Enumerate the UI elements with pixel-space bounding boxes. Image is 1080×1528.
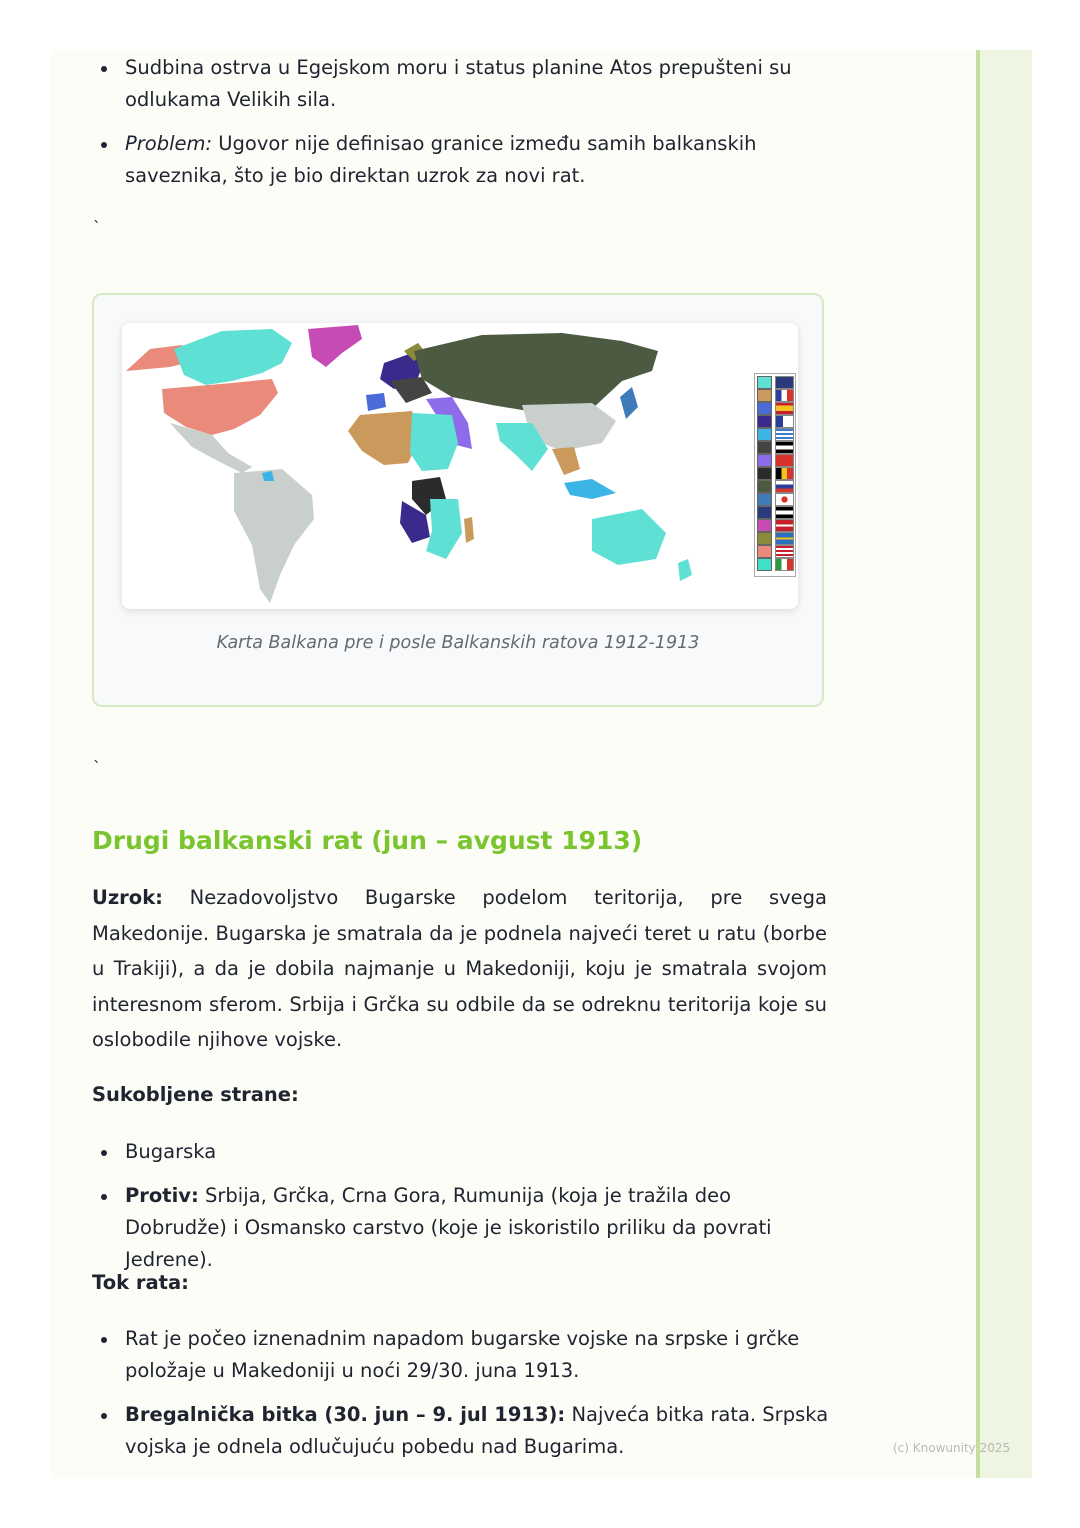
course-list xyxy=(92,1323,832,1475)
map-region-canada xyxy=(174,329,292,385)
legend-france-flag-icon xyxy=(775,389,794,402)
bullet-label: Problem: xyxy=(125,132,213,155)
map-region-british-africa xyxy=(410,413,458,471)
world-map-image xyxy=(122,323,798,609)
bullet-text: Bugarska xyxy=(125,1140,217,1163)
right-sidebar xyxy=(976,50,1032,1478)
map-region-indonesia xyxy=(564,479,616,499)
sides-list xyxy=(92,1136,832,1288)
copyright-watermark: (c) Knowunity 2025 xyxy=(893,1441,1011,1455)
legend-uk-flag-icon xyxy=(775,376,794,389)
list-item xyxy=(92,52,832,116)
legend-spain-flag-icon xyxy=(775,402,794,415)
map-region-japan xyxy=(620,387,638,419)
legend-russia-flag-icon xyxy=(775,480,794,493)
list-item xyxy=(92,1180,832,1276)
stray-backtick: ` xyxy=(93,218,101,237)
legend-germany-flag-icon xyxy=(775,506,794,519)
legend-swatch xyxy=(757,389,772,402)
legend-swatch xyxy=(757,467,772,480)
legend-swatch xyxy=(757,480,772,493)
bullet-text: Ugovor nije definisao granice između samih balkanskih saveznika, što je bio direktan uzrok za novi rat. xyxy=(125,132,757,187)
legend-italy-flag-icon xyxy=(775,558,794,571)
legend-swatch xyxy=(757,532,772,545)
map-legend xyxy=(754,373,796,577)
list-item xyxy=(92,1323,832,1387)
legend-swatch xyxy=(757,376,772,389)
legend-swatch xyxy=(757,519,772,532)
map-region-indochina xyxy=(552,447,580,475)
map-figure xyxy=(92,293,824,707)
bullet-text: Rat je počeo iznenadnim napadom bugarske vojske na srpske i grčke položaje u Makedoniji u noći 29/30. juna 1913. xyxy=(125,1327,800,1382)
cause-paragraph xyxy=(92,880,827,1058)
list-item xyxy=(92,128,832,192)
legend-denmark-flag-icon xyxy=(775,519,794,532)
stray-backtick: ` xyxy=(93,758,101,777)
figure-caption: Karta Balkana pre i posle Balkanskih ratova 1912-1913 xyxy=(216,633,700,653)
legend-swatch xyxy=(757,545,772,558)
list-item xyxy=(92,1136,832,1168)
legend-swatch xyxy=(757,441,772,454)
list-item xyxy=(92,1399,832,1463)
cause-label: Uzrok: xyxy=(92,886,163,909)
cause-text: Nezadovoljstvo Bugarske podelom teritorija, pre svega Makedonije. Bugarska je smatrala da je podnela najveći teret u ratu (borbe u Trakiji), a da je dobila najmanje u Makedoniji, koju je smatrala svojom interesnom sferom. Srbija i Grčka su odbile da se odreknu teritorija koje su oslobodile njihove vojske. xyxy=(92,886,827,1051)
map-region-south-america xyxy=(234,469,314,603)
map-region-new-zealand xyxy=(678,559,692,581)
bullet-label: Bregalnička bitka (30. jun – 9. jul 1913): xyxy=(125,1403,566,1426)
bullet-text: Srbija, Grčka, Crna Gora, Rumunija (koja je tražila deo Dobrudže) i Osmansko carstvo (koje je iskoristilo priliku da povrati Jedrene). xyxy=(125,1184,772,1271)
map-region-south-africa xyxy=(426,499,462,559)
bullet-label: Protiv: xyxy=(125,1184,199,1207)
legend-germany-flag-icon xyxy=(775,441,794,454)
legend-swatch xyxy=(757,493,772,506)
legend-swatch xyxy=(757,402,772,415)
legend-swatch xyxy=(757,558,772,571)
sidebar-border xyxy=(976,50,980,1478)
course-title: Tok rata: xyxy=(92,1271,189,1294)
legend-japan-flag-icon xyxy=(775,493,794,506)
map-region-madagascar xyxy=(464,517,474,543)
legend-greece-flag-icon xyxy=(775,428,794,441)
legend-usa-flag-icon xyxy=(775,545,794,558)
sides-title: Sukobljene strane: xyxy=(92,1083,299,1106)
world-map-svg xyxy=(122,323,798,609)
map-region-greenland xyxy=(308,325,362,367)
legend-sweden-flag-icon xyxy=(775,532,794,545)
bullet-text: Najveća bitka rata. Srpska vojska je odnela odlučujuću pobedu nad Bugarima. xyxy=(125,1403,829,1458)
map-region-iberia xyxy=(366,393,386,411)
legend-belgium-flag-icon xyxy=(775,467,794,480)
legend-portugal-flag-icon xyxy=(775,415,794,428)
legend-swatch xyxy=(757,506,772,519)
section-heading: Drugi balkanski rat (jun – avgust 1913) xyxy=(92,826,643,855)
map-region-australia xyxy=(592,509,666,565)
legend-swatch xyxy=(757,428,772,441)
legend-swatch xyxy=(757,415,772,428)
legend-swatch xyxy=(757,454,772,467)
bullet-text: Sudbina ostrva u Egejskom moru i status planine Atos prepušteni su odlukama Velikih sila. xyxy=(125,56,792,111)
intro-bullet-list xyxy=(92,52,832,204)
legend-turkey-flag-icon xyxy=(775,454,794,467)
